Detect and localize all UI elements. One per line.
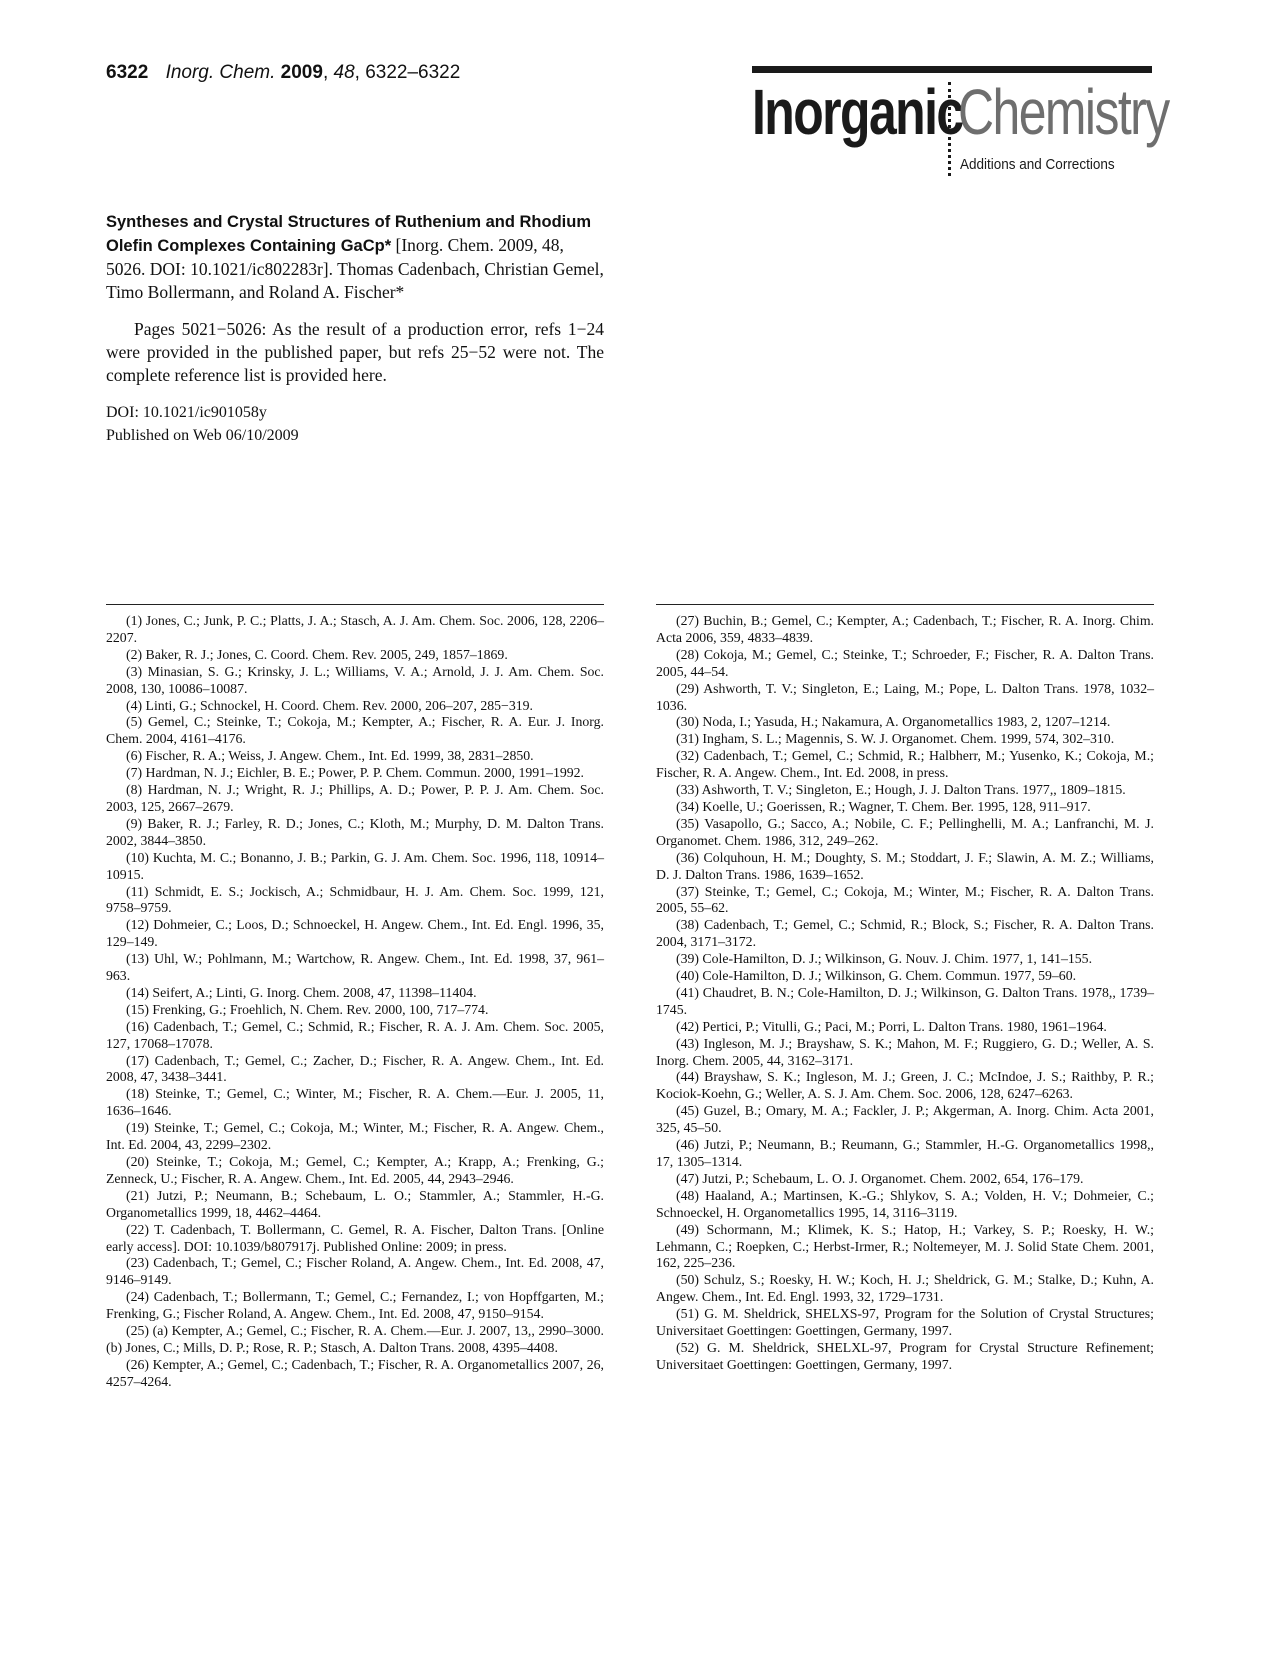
article-citation: [Inorg. Chem. 2009, 48, 5026. DOI: 10.1021/ic802283r]. [106, 235, 564, 279]
logo-word-inorganic: Inorganic [752, 76, 963, 148]
reference-item: (8) Hardman, N. J.; Wright, R. J.; Phillips, A. D.; Power, P. P. J. Am. Chem. Soc. 2003, 125, 2667–2679. [106, 782, 604, 814]
header-year: 2009 [280, 62, 323, 83]
article-doi-block [106, 401, 604, 447]
reference-item: (24) Cadenbach, T.; Bollermann, T.; Gemel, C.; Fernandez, I.; von Hopffgarten, M.; Frenking, G.; Fischer Roland, A. Angew. Chem., Int. Ed. 2008, 47, 9150–9154. [106, 1289, 604, 1322]
references-left-column [106, 604, 604, 1391]
reference-item: (22) T. Cadenbach, T. Bollermann, C. Gemel, R. A. Fischer, Dalton Trans. [Online early access]. DOI: 10.1039/b807917j. Published Online: 2009; in press. [106, 1221, 604, 1254]
reference-item: (46) Jutzi, P.; Neumann, B.; Reumann, G.; Stammler, H.-G. Organometallics 1998,, 17, 1305–1314. [656, 1137, 1154, 1169]
reference-item: (32) Cadenbach, T.; Gemel, C.; Schmid, R.; Halbherr, M.; Yusenko, K.; Cokoja, M.; Fischer, R. A. Angew. Chem., Int. Ed. 2008, in press. [656, 748, 1154, 781]
reference-item: (7) Hardman, N. J.; Eichler, B. E.; Power, P. P. Chem. Commun. 2000, 1991–1992. [126, 765, 584, 781]
correction-text: Pages 5021−5026: As the result of a production error, refs 1−24 were provided in the published paper, but refs 25−52 were not. The complete reference list is provided here. [106, 319, 604, 385]
reference-item: (37) Steinke, T.; Gemel, C.; Cokoja, M.; Winter, M.; Fischer, R. A. Dalton Trans. 2005, 55–62. [656, 883, 1154, 916]
references-right-column [656, 604, 1154, 1374]
reference-item: (11) Schmidt, E. S.; Jockisch, A.; Schmidbaur, H. J. Am. Chem. Soc. 1999, 121, 9758–9759. [106, 883, 604, 916]
reference-item: (26) Kempter, A.; Gemel, C.; Cadenbach, T.; Fischer, R. A. Organometallics 2007, 26, 4257–4264. [106, 1356, 604, 1389]
reference-item: (14) Seifert, A.; Linti, G. Inorg. Chem. 2008, 47, 11398–11404. [126, 984, 477, 1000]
reference-item: (35) Vasapollo, G.; Sacco, A.; Nobile, C. F.; Pellinghelli, M. A.; Lanfranchi, M. J. Organomet. Chem. 1986, 312, 249–262. [656, 815, 1154, 848]
reference-item: (30) Noda, I.; Yasuda, H.; Nakamura, A. Organometallics 1983, 2, 1207–1214. [676, 714, 1111, 730]
reference-item: (19) Steinke, T.; Gemel, C.; Cokoja, M.; Winter, M.; Fischer, R. A. Angew. Chem., Int. Ed. 2004, 43, 2299–2302. [106, 1120, 604, 1153]
reference-item: (45) Guzel, B.; Omary, M. A.; Fackler, J. P.; Akgerman, A. Inorg. Chim. Acta 2001, 325, 45–50. [656, 1103, 1154, 1136]
article-title: Syntheses and Crystal Structures of Ruthenium and Rhodium Olefin Complexes Containing GaCp* [106, 213, 591, 255]
reference-item: (12) Dohmeier, C.; Loos, D.; Schnoeckel, H. Angew. Chem., Int. Ed. Engl. 1996, 35, 129–149. [106, 917, 604, 950]
reference-item: (18) Steinke, T.; Gemel, C.; Winter, M.; Fischer, R. A. Chem.—Eur. J. 2005, 11, 1636–1646. [106, 1086, 604, 1119]
reference-item: (5) Gemel, C.; Steinke, T.; Cokoja, M.; Kempter, A.; Fischer, R. A. Eur. J. Inorg. Chem. 2004, 4161–4176. [106, 714, 604, 747]
reference-item: (49) Schormann, M.; Klimek, K. S.; Hatop, H.; Varkey, S. P.; Roesky, H. W.; Lehmann, C.; Roepken, C.; Herbst-Irmer, R.; Noltemeyer, M. J. Solid State Chem. 2001, 162, 225–236. [656, 1221, 1154, 1271]
reference-item: (21) Jutzi, P.; Neumann, B.; Schebaum, L. O.; Stammler, A.; Stammler, H.-G. Organometallics 1999, 18, 4462–4464. [106, 1187, 604, 1220]
header-volume: 48 [333, 62, 355, 83]
reference-item: (15) Frenking, G.; Froehlich, N. Chem. Rev. 2000, 100, 717–774. [126, 1001, 489, 1017]
reference-item: (27) Buchin, B.; Gemel, C.; Kempter, A.; Cadenbach, T.; Fischer, R. A. Inorg. Chim. Acta 2006, 359, 4833–4839. [656, 613, 1154, 645]
reference-item: (41) Chaudret, B. N.; Cole-Hamilton, D. J.; Wilkinson, G. Dalton Trans. 1978,, 1739–1745. [656, 984, 1154, 1017]
references-rule-right [656, 604, 1154, 605]
reference-item: (20) Steinke, T.; Cokoja, M.; Gemel, C.; Kempter, A.; Krapp, A.; Frenking, G.; Zenneck, U.; Fischer, R. A. Angew. Chem., Int. Ed. 2005, 44, 2943–2946. [106, 1154, 604, 1186]
reference-item: (29) Ashworth, T. V.; Singleton, E.; Laing, M.; Pope, L. Dalton Trans. 1978, 1032–1036. [656, 680, 1154, 713]
reference-item: (17) Cadenbach, T.; Gemel, C.; Zacher, D.; Fischer, R. A. Angew. Chem., Int. Ed. 2008, 47, 3438–3441. [106, 1052, 604, 1085]
reference-item: (50) Schulz, S.; Roesky, H. W.; Koch, H. J.; Sheldrick, G. M.; Stalke, D.; Kuhn, A. Angew. Chem., Int. Ed. Engl. 1993, 32, 1729–1731. [656, 1272, 1154, 1305]
reference-item: (38) Cadenbach, T.; Gemel, C.; Schmid, R.; Block, S.; Fischer, R. A. Dalton Trans. 2004, 3171–3172. [656, 917, 1154, 950]
logo-word-chemistry: Chemistry [958, 76, 1169, 148]
reference-item: (4) Linti, G.; Schnockel, H. Coord. Chem. Rev. 2000, 206–207, 285−319. [126, 697, 533, 713]
reference-item: (23) Cadenbach, T.; Gemel, C.; Fischer Roland, A. Angew. Chem., Int. Ed. 2008, 47, 9146–9149. [106, 1255, 604, 1288]
running-header: 6322 Inorg. Chem. 2009, 48, 6322–6322 [106, 62, 461, 83]
reference-item: (16) Cadenbach, T.; Gemel, C.; Schmid, R.; Fischer, R. A. J. Am. Chem. Soc. 2005, 127, 17068–17078. [106, 1018, 604, 1051]
reference-item: (48) Haaland, A.; Martinsen, K.-G.; Shlykov, S. A.; Volden, H. V.; Dohmeier, C.; Schnoeckel, H. Organometallics 1995, 14, 3116–3119. [656, 1187, 1154, 1220]
reference-item: (1) Jones, C.; Junk, P. C.; Platts, J. A.; Stasch, A. J. Am. Chem. Soc. 2006, 128, 2206–2207. [106, 613, 604, 645]
reference-item: (25) (a) Kempter, A.; Gemel, C.; Fischer, R. A. Chem.—Eur. J. 2007, 13,, 2990–3000. (b) Jones, C.; Mills, D. P.; Rose, R. P.; Stasch, A. Dalton Trans. 2008, 4395–4408. [106, 1323, 604, 1355]
logo-rule [752, 66, 1152, 73]
reference-item: (2) Baker, R. J.; Jones, C. Coord. Chem. Rev. 2005, 249, 1857–1869. [126, 646, 508, 662]
reference-item: (31) Ingham, S. L.; Magennis, S. W. J. Organomet. Chem. 1999, 574, 302–310. [676, 731, 1115, 747]
reference-item: (40) Cole-Hamilton, D. J.; Wilkinson, G. Chem. Commun. 1977, 59–60. [676, 968, 1077, 984]
journal-abbrev: Inorg. Chem. [165, 62, 276, 83]
reference-item: (51) G. M. Sheldrick, SHELXS-97, Program for the Solution of Crystal Structures; Universitaet Goettingen: Goettingen, Germany, 1997. [656, 1306, 1154, 1339]
page-number: 6322 [106, 62, 149, 83]
reference-item: (13) Uhl, W.; Pohlmann, M.; Wartchow, R. Angew. Chem., Int. Ed. 1998, 37, 961–963. [106, 951, 604, 984]
reference-item: (34) Koelle, U.; Goerissen, R.; Wagner, T. Chem. Ber. 1995, 128, 911–917. [676, 798, 1091, 814]
reference-item: (39) Cole-Hamilton, D. J.; Wilkinson, G. Nouv. J. Chim. 1977, 1, 141–155. [676, 951, 1093, 967]
article-doi: DOI: 10.1021/ic901058y [106, 404, 267, 421]
references-rule-left [106, 604, 604, 605]
reference-item: (6) Fischer, R. A.; Weiss, J. Angew. Chem., Int. Ed. 1999, 38, 2831–2850. [126, 748, 534, 764]
reference-item: (33) Ashworth, T. V.; Singleton, E.; Hough, J. J. Dalton Trans. 1977,, 1809–1815. [676, 782, 1126, 798]
reference-item: (36) Colquhoun, H. M.; Doughty, S. M.; Stoddart, J. F.; Slawin, A. M. Z.; Williams, D. J. Dalton Trans. 1986, 1639–1652. [656, 849, 1154, 882]
article-authors: Thomas Cadenbach, Christian Gemel, Timo Bollermann, and Roland A. Fischer* [106, 259, 604, 302]
published-date: Published on Web 06/10/2009 [106, 427, 299, 444]
reference-item: (28) Cokoja, M.; Gemel, C.; Steinke, T.; Schroeder, F.; Fischer, R. A. Dalton Trans. 2005, 44–54. [656, 646, 1154, 679]
reference-item: (3) Minasian, S. G.; Krinsky, J. L.; Williams, V. A.; Arnold, J. J. Am. Chem. Soc. 2008, 130, 10086–10087. [106, 663, 604, 696]
logo-divider [948, 82, 951, 176]
section-label: Additions and Corrections [960, 156, 1115, 173]
correction-article [106, 210, 604, 447]
reference-item: (42) Pertici, P.; Vitulli, G.; Paci, M.; Porri, L. Dalton Trans. 1980, 1961–1964. [676, 1018, 1107, 1034]
journal-logo [752, 66, 1169, 178]
reference-item: (52) G. M. Sheldrick, SHELXL-97, Program for Crystal Structure Refinement; Universitaet Goettingen: Goettingen, Germany, 1997. [656, 1339, 1154, 1372]
reference-item: (9) Baker, R. J.; Farley, R. D.; Jones, C.; Kloth, M.; Murphy, D. M. Dalton Trans. 2002, 3844–3850. [106, 815, 604, 848]
reference-item: (10) Kuchta, M. C.; Bonanno, J. B.; Parkin, G. J. Am. Chem. Soc. 1996, 118, 10914–10915. [106, 849, 604, 882]
article-heading [106, 210, 604, 304]
reference-item: (44) Brayshaw, S. K.; Ingleson, M. J.; Green, J. C.; McIndoe, J. S.; Raithby, P. R.; Kociok-Koehn, G.; Weller, A. S. J. Am. Chem. Soc. 2006, 128, 6247–6263. [656, 1069, 1154, 1102]
header-pages: 6322–6322 [365, 62, 461, 83]
reference-item: (43) Ingleson, M. J.; Brayshaw, S. K.; Mahon, M. F.; Ruggiero, G. D.; Weller, A. S. Inorg. Chem. 2005, 44, 3162–3171. [656, 1035, 1154, 1068]
reference-item: (47) Jutzi, P.; Schebaum, L. O. J. Organomet. Chem. 2002, 654, 176–179. [676, 1170, 1084, 1186]
